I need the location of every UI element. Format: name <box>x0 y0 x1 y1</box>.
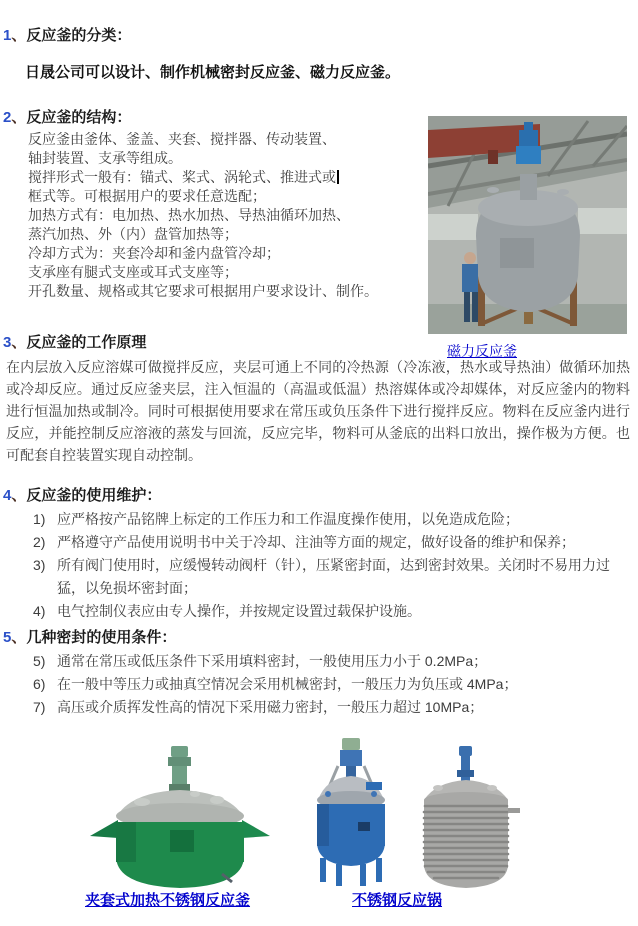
section-title: 反应釜的使用维护： <box>26 487 162 504</box>
section-4-heading: 4、反应釜的使用维护： <box>3 487 162 504</box>
coil-steel-reactor-image <box>404 746 530 894</box>
section-1-heading: 1、反应釜的分类： <box>3 27 132 44</box>
body-line: 加热方式有：电加热、热水加热、导热油循环加热、 <box>28 207 350 223</box>
green-reactor-caption[interactable]: 夹套式加热不锈钢反应釜 <box>85 892 251 909</box>
product-captions-row <box>0 889 638 911</box>
body-line: 支承座有腿式支座或耳式支座等； <box>28 264 238 280</box>
section-title: 反应釜的结构： <box>26 109 132 126</box>
magnetic-reactor-caption[interactable]: 磁力反应釜 <box>447 343 517 359</box>
list-item: 4) 电气控制仪表应由专人操作，并按规定设置过载保护设施。 <box>33 603 421 619</box>
body-line: 框式等。可根据用户的要求任意选配； <box>28 188 266 204</box>
body-line: 搅拌形式一般有：锚式、桨式、涡轮式、推进式或 <box>28 168 428 187</box>
section-2-heading: 2、反应釜的结构： <box>3 109 132 126</box>
section-title: 反应釜的工作原理 <box>26 334 147 351</box>
product-images-row <box>0 738 638 888</box>
body-line: 冷却方式为：夹套冷却和釜内盘管冷却； <box>28 245 280 261</box>
jacketed-green-reactor-image <box>72 744 288 890</box>
section-3-heading: 3、反应釜的工作原理 <box>3 334 147 351</box>
seal-conditions-list <box>0 650 638 719</box>
list-item: 7) 高压或介质挥发性高的情况下采用磁力密封，一般压力超过 10MPa； <box>33 699 484 715</box>
classification-paragraph: 日晟公司可以设计、制作机械密封反应釜、磁力反应釜。 <box>25 64 401 81</box>
section-title: 几种密封的使用条件： <box>26 629 177 646</box>
magnetic-reactor-photo <box>428 116 627 334</box>
section-number: 3 <box>3 334 12 351</box>
body-line: 开孔数量、规格或其它要求可根据用户要求设计、制作。 <box>28 283 378 299</box>
text-cursor <box>337 170 339 184</box>
list-item: 3) 所有阀门使用时，应缓慢转动阀杆（针），压紧密封面，达到密封效果。关闭时不易用力过猛，以免损坏密封面； <box>33 557 610 596</box>
list-item: 6) 在一般中等压力或抽真空情况会采用机械密封，一般压力为负压或 4MPa； <box>33 676 518 692</box>
body-line: 蒸汽加热、外（内）盘管加热等； <box>28 226 238 242</box>
magnetic-reactor-figure <box>428 116 627 361</box>
maintenance-list <box>0 508 638 623</box>
body-line: 轴封装置、支承等组成。 <box>28 150 182 166</box>
list-item: 5) 通常在常压或低压条件下采用填料密封，一般使用压力小于 0.2MPa； <box>33 653 488 669</box>
list-item: 1) 应严格按产品铭牌上标定的工作压力和工作温度操作使用，以免造成危险； <box>33 511 519 527</box>
document-page <box>0 26 638 926</box>
list-item: 2) 严格遵守产品使用说明书中关于冷却、注油等方面的规定，做好设备的维护和保养； <box>33 534 575 550</box>
section-number: 2 <box>3 109 12 126</box>
section-5-heading: 5、几种密封的使用条件： <box>3 629 177 646</box>
structure-body-text <box>28 130 428 301</box>
section-number: 4 <box>3 487 12 504</box>
section-number: 5 <box>3 629 12 646</box>
section-number: 1 <box>3 27 12 44</box>
section-title: 反应釜的分类： <box>26 27 132 44</box>
body-line: 反应釜由釜体、釜盖、夹套、搅拌器、传动装置、 <box>28 131 336 147</box>
blue-reactor-image <box>296 738 408 890</box>
steel-reactor-caption[interactable]: 不锈钢反应锅 <box>352 892 443 909</box>
working-principle-paragraph: 在内层放入反应溶媒可做搅拌反应，夹层可通上不同的冷热源（冷冻液，热水或导热油）做循环加热或冷却反应。通过反应釜夹层，注入恒温的（高温或低温）热溶媒体或冷却媒体，对反应釜内的物料进行恒温加热或制冷。同时可根据使用要求在常压或负压条件下进行搅拌反应。物料在反应釜内进行反应，并能控制反应溶液的蒸发与回流，反应完毕，物料可从釜底的出料口放出，操作极为方便。也可配套自控装置实现自动控制。 <box>6 359 630 463</box>
